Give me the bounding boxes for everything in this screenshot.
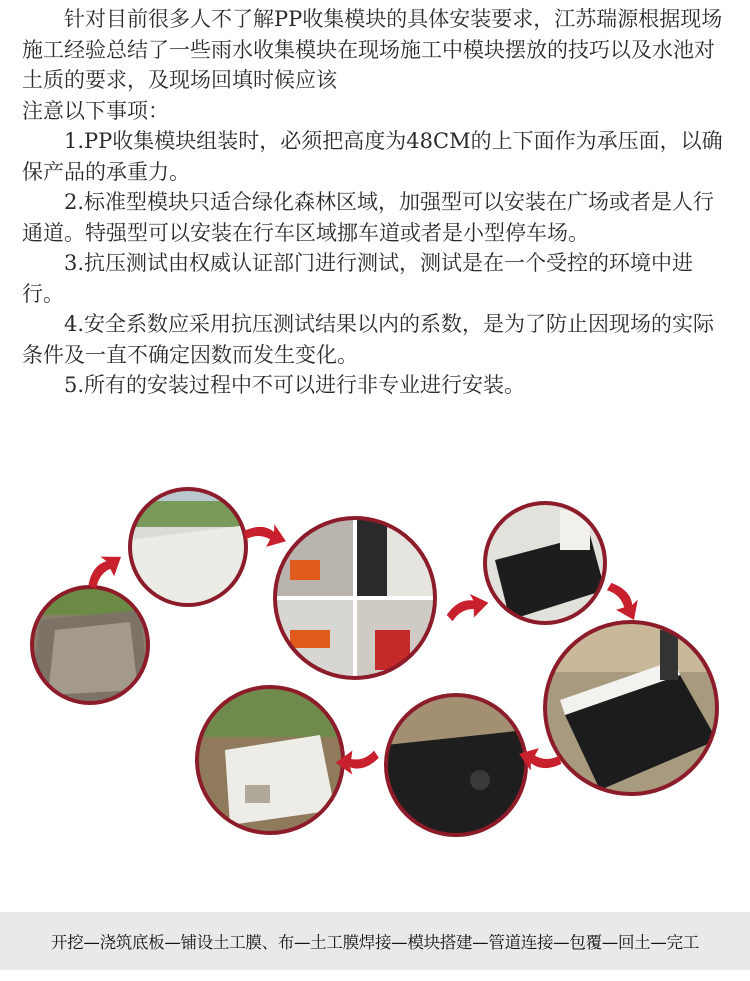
instructions-text <box>22 4 734 401</box>
list-item: 3.抗压测试由权威认证部门进行测试，测试是在一个受控的环境中进行。 <box>22 251 694 306</box>
arrow-icon <box>241 515 290 552</box>
list-item: 4.安全系数应采用抗压测试结果以内的系数，是为了防止因现场的实际条件及一直不确定因数而发生变化。 <box>22 312 715 367</box>
list-item: 5.所有的安装过程中不可以进行非专业进行安装。 <box>64 373 526 397</box>
arrow-icon <box>444 591 491 622</box>
step-module-build-photo <box>485 503 605 623</box>
arrow-icon <box>79 547 128 591</box>
step-pipe-connection-photo <box>545 622 717 794</box>
step-welding-photo <box>275 518 435 678</box>
list-item: 1.PP收集模块组装时，必须把高度为48CM的上下面作为承压面，以确保产品的承重力。 <box>22 129 723 184</box>
installation-steps-diagram <box>0 480 750 900</box>
step-wrapping-photo <box>386 695 526 835</box>
process-flow-caption: 开挖—浇筑底板—铺设土工膜、布—土工膜焊接—模块搭建—管道连接—包覆—回土—完工 <box>0 912 750 970</box>
list-item: 2.标准型模块只适合绿化森林区域，加强型可以安装在广场或者是人行通道。特强型可以安装在行车区域挪车道或者是小型停车场。 <box>22 190 715 245</box>
intro-paragraph: 针对目前很多人不了解PP收集模块的具体安装要求，江苏瑞源根据现场施工经验总结了一些雨水收集模块在现场施工中模块摆放的技巧以及水池对土质的要求，及现场回填时候应该 <box>22 7 723 92</box>
intro-tail: 注意以下事项： <box>22 98 169 123</box>
arrow-icon <box>605 576 645 625</box>
step-backfill-photo <box>197 687 343 833</box>
step-excavation-photo <box>30 585 150 705</box>
step-geotextile-photo <box>128 487 248 607</box>
